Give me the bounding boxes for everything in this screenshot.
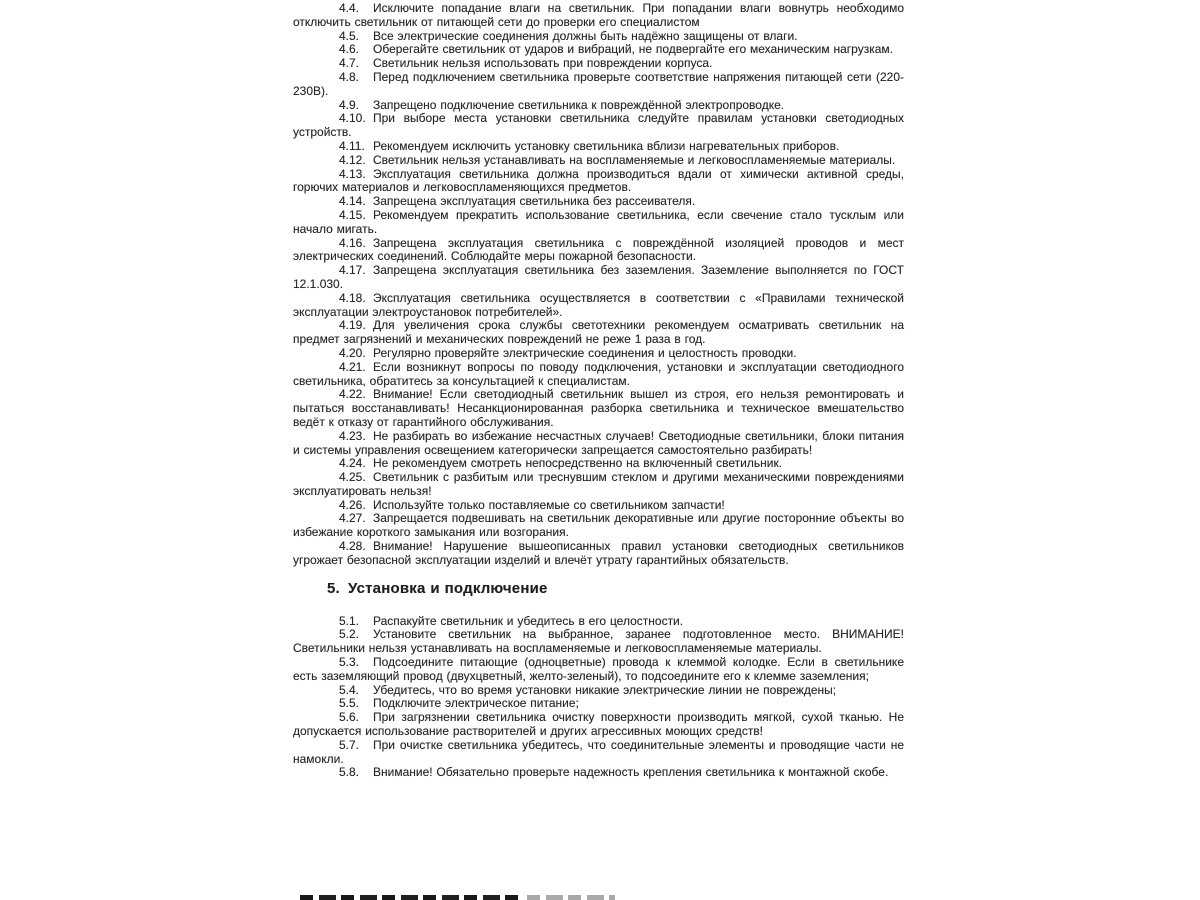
- clause-5-6: [293, 711, 904, 739]
- clause-number: 4.8.: [339, 69, 360, 84]
- clause-number: 4.11.: [339, 138, 365, 153]
- clause-5-2: [293, 628, 904, 656]
- clause-4-21: [293, 361, 904, 389]
- clause-text: Установите светильник на выбранное, заранее подготовленное место. ВНИМАНИЕ! Светильники нельзя устанавливать на воспламеняемые и легковоспламеняемые материалы.: [293, 627, 904, 656]
- clause-4-17: [293, 264, 904, 292]
- clause-4-22: [293, 388, 904, 429]
- clause-number: 5.1.: [339, 613, 360, 628]
- clause-4-18: [293, 292, 904, 320]
- clause-text: Запрещается подвешивать на светильник декоративные или другие посторонние объекты во избежание короткого замыкания или возгорания.: [293, 511, 904, 540]
- clause-number: 4.15.: [339, 207, 366, 222]
- clause-text: При очистке светильника убедитесь, что соединительные элементы и проводящие части не намокли.: [293, 737, 904, 766]
- clause-number: 5.3.: [339, 655, 360, 670]
- clause-text: Светильник нельзя устанавливать на воспламеняемые и легковоспламеняемые материалы.: [373, 152, 896, 167]
- clause-number: 4.5.: [339, 28, 360, 43]
- clause-4-5: [293, 30, 904, 44]
- clause-number: 4.26.: [339, 497, 366, 512]
- cutoff-text-artifact: [300, 895, 522, 900]
- clause-4-16: [293, 237, 904, 265]
- clause-number: 4.16.: [339, 235, 366, 250]
- clause-4-26: [293, 499, 904, 513]
- clause-number: 4.23.: [339, 428, 366, 443]
- clause-number: 4.7.: [339, 56, 360, 71]
- clause-4-11: [293, 140, 904, 154]
- section-number: 5.: [327, 579, 340, 597]
- clause-4-12: [293, 154, 904, 168]
- clause-4-15: [293, 209, 904, 237]
- clause-number: 4.21.: [339, 359, 366, 374]
- clause-text: Внимание! Обязательно проверьте надежность крепления светильника к монтажной скобе.: [373, 765, 889, 780]
- clause-text: Эксплуатация светильника осуществляется в соответствии с «Правилами технической эксплуатации электроустановок потребителей».: [293, 290, 904, 319]
- clause-5-8: [293, 766, 904, 780]
- clause-4-24: [293, 457, 904, 471]
- clause-number: 4.10.: [339, 111, 366, 126]
- clause-text: Запрещена эксплуатация светильника с повреждённой изоляцией проводов и мест электрических соединений. Соблюдайте меры пожарной безопасности.: [293, 235, 904, 264]
- clause-text: Эксплуатация светильника должна производиться вдали от химически активной среды, горючих материалов и легковоспламеняющихся предметов.: [293, 166, 904, 195]
- clause-number: 4.9.: [339, 97, 360, 112]
- clause-4-27: [293, 512, 904, 540]
- clause-text: Для увеличения срока службы светотехники рекомендуем осматривать светильник на предмет загрязнений и механических повреждений не реже 1 раза в год.: [293, 318, 904, 347]
- clause-4-14: [293, 195, 904, 209]
- clause-number: 4.27.: [339, 511, 366, 526]
- clause-number: 4.19.: [339, 318, 366, 333]
- clause-5-5: [293, 697, 904, 711]
- clause-text: Не рекомендуем смотреть непосредственно на включенный светильник.: [373, 456, 783, 471]
- clause-number: 5.8.: [339, 765, 360, 780]
- clause-number: 4.28.: [339, 539, 366, 554]
- clause-text: Запрещена эксплуатация светильника без рассеивателя.: [373, 194, 696, 209]
- clause-text: Запрещено подключение светильника к повреждённой электропроводке.: [373, 97, 785, 112]
- clause-text: Регулярно проверяйте электрические соединения и целостность проводки.: [373, 345, 797, 360]
- clause-text: Внимание! Нарушение вышеописанных правил установки светодиодных светильников угрожает безопасной эксплуатации изделий и влечёт утрату гарантийных обязательств.: [293, 539, 904, 567]
- cutoff-text-artifact: [527, 895, 615, 900]
- clause-number: 5.5.: [339, 696, 360, 711]
- clause-number: 5.7.: [339, 737, 360, 752]
- clause-4-10: [293, 112, 904, 140]
- clause-number: 4.12.: [339, 152, 366, 167]
- clause-5-1: [293, 615, 904, 629]
- clause-4-19: [293, 319, 904, 347]
- clause-text: Не разбирать во избежание несчастных случаев! Светодиодные светильники, блоки питания и системы управления освещением категорически запрещается самостоятельно разбирать!: [293, 428, 904, 457]
- clause-text: Используйте только поставляемые со светильником запчасти!: [373, 497, 725, 512]
- clause-4-8: [293, 71, 904, 99]
- clause-text: Убедитесь, что во время установки никакие электрические линии не повреждены;: [373, 682, 837, 697]
- clause-text: Исключите попадание влаги на светильник. При попадании влаги вовнутрь необходимо отключить светильник от питающей сети до проверки его специалистом: [293, 1, 904, 29]
- clause-text: Перед подключением светильника проверьте соответствие напряжения питающей сети (220-230В).: [293, 69, 904, 98]
- section-5-heading: [293, 579, 904, 599]
- clause-5-4: [293, 684, 904, 698]
- clause-text: Светильник с разбитым или треснувшим стеклом и другими механическими повреждениями эксплуатировать нельзя!: [293, 470, 904, 498]
- clause-text: Распакуйте светильник и убедитесь в его целостности.: [373, 613, 684, 628]
- document-page: [293, 2, 904, 780]
- clause-number: 4.17.: [339, 263, 366, 278]
- clause-text: Все электрические соединения должны быть надёжно защищены от влаги.: [373, 28, 798, 43]
- clause-number: 5.6.: [339, 710, 360, 725]
- clause-4-6: [293, 43, 904, 57]
- clause-4-4: [293, 2, 904, 30]
- clause-text: Рекомендуем прекратить использование светильника, если свечение стало тусклым или начало мигать.: [293, 207, 904, 236]
- clause-text: Если возникнут вопросы по поводу подключения, установки и эксплуатации светодиодного светильника, обратитесь за консультацией к специалистам.: [293, 359, 904, 388]
- clause-number: 4.20.: [339, 345, 366, 360]
- clause-4-20: [293, 347, 904, 361]
- clause-number: 4.4.: [339, 1, 360, 15]
- clause-4-7: [293, 57, 904, 71]
- clause-number: 4.6.: [339, 42, 360, 57]
- clause-5-7: [293, 739, 904, 767]
- clause-text: Светильник нельзя использовать при повреждении корпуса.: [373, 56, 713, 71]
- clause-4-25: [293, 471, 904, 499]
- clause-text: При выборе места установки светильника следуйте правилам установки светодиодных устройств.: [293, 111, 904, 140]
- clause-number: 5.4.: [339, 682, 360, 697]
- clause-text: Внимание! Если светодиодный светильник вышел из строя, его нельзя ремонтировать и пытаться восстанавливать! Несанкционированная разборка светильника и техническое вмешательство ведёт к отказу от гарантийного обслуживания.: [293, 387, 904, 429]
- clause-4-28: [293, 540, 904, 568]
- clause-number: 4.13.: [339, 166, 366, 181]
- clause-text: Рекомендуем исключить установку светильника вблизи нагревательных приборов.: [373, 138, 840, 153]
- clause-number: 4.18.: [339, 290, 366, 305]
- clause-number: 5.2.: [339, 627, 360, 642]
- clause-number: 4.22.: [339, 387, 366, 402]
- clause-number: 4.24.: [339, 456, 366, 471]
- clause-number: 4.25.: [339, 470, 366, 485]
- clause-4-9: [293, 99, 904, 113]
- clause-text: Оберегайте светильник от ударов и вибраций, не подвергайте его механическим нагрузкам.: [373, 42, 893, 57]
- clause-text: Подключите электрическое питание;: [373, 696, 579, 711]
- clause-number: 4.14.: [339, 194, 366, 209]
- clause-5-3: [293, 656, 904, 684]
- clause-text: Запрещена эксплуатация светильника без заземления. Заземление выполняется по ГОСТ 12.1.030.: [293, 263, 904, 291]
- clause-text: При загрязнении светильника очистку поверхности производить мягкой, сухой тканью. Не допускается использование растворителей и других агрессивных моющих средств!: [293, 710, 904, 739]
- section-title: Установка и подключение: [348, 579, 548, 597]
- clause-4-23: [293, 430, 904, 458]
- clause-text: Подсоедините питающие (одноцветные) провода к клеммой колодке. Если в светильнике есть заземляющий провод (двухцветный, желто-зеленый), то подсоедините его к клемме заземления;: [293, 655, 904, 683]
- clause-4-13: [293, 168, 904, 196]
